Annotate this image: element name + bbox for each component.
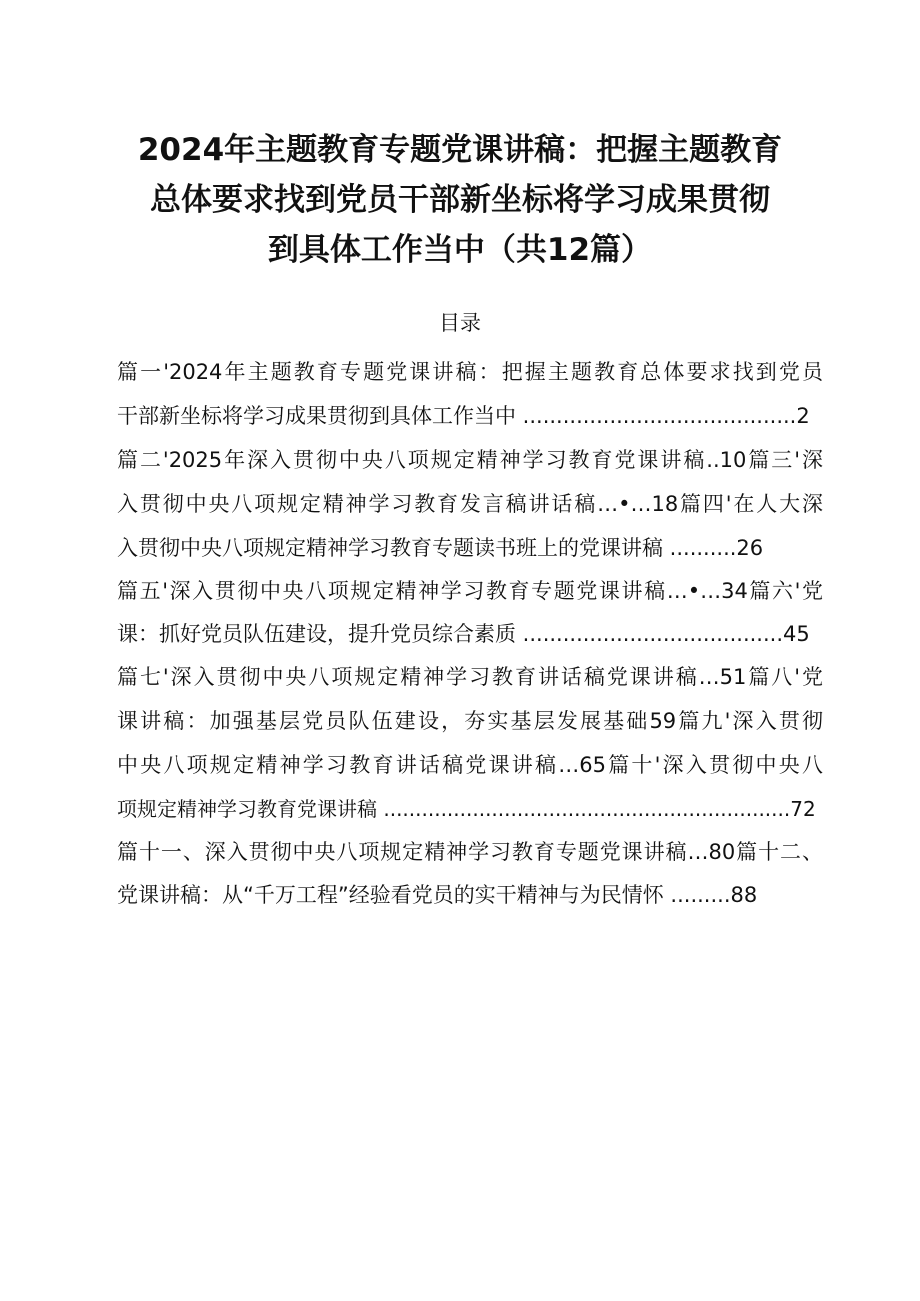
- toc-line: 入贯彻中央八项规定精神学习教育发言稿讲话稿…•…18篇四'在人大深: [117, 492, 823, 516]
- toc-line: 篇七'深入贯彻中央八项规定精神学习教育讲话稿党课讲稿…51篇八'党: [117, 665, 823, 689]
- document-title: [100, 125, 820, 275]
- toc-line: 篇五'深入贯彻中央八项规定精神学习教育专题党课讲稿…•…34篇六'党: [117, 579, 823, 603]
- toc-line: 篇二'2025年深入贯彻中央八项规定精神学习教育党课讲稿..10篇三'深: [117, 448, 823, 472]
- toc-line: 课：抓好党员队伍建设，提升党员综合素质 .......................................45: [117, 622, 810, 646]
- toc-line: 入贯彻中央八项规定精神学习教育专题读书班上的党课讲稿 ..........26: [117, 536, 764, 560]
- toc-line: 篇十一、深入贯彻中央八项规定精神学习教育专题党课讲稿…80篇十二、: [117, 840, 823, 864]
- toc-line: 中央八项规定精神学习教育讲话稿党课讲稿…65篇十'深入贯彻中央八: [117, 753, 823, 777]
- toc-line: 党课讲稿：从“千万工程”经验看党员的实干精神与为民情怀 .........88: [117, 883, 758, 907]
- toc-heading: 目录: [439, 311, 481, 335]
- title-line: 总体要求找到党员干部新坐标将学习成果贯彻: [150, 182, 770, 218]
- toc-line: 项规定精神学习教育党课讲稿 ................................................................72: [117, 797, 816, 821]
- toc-line: 干部新坐标将学习成果贯彻到具体工作当中 .........................................2: [117, 404, 810, 428]
- toc-line: 课讲稿：加强基层党员队伍建设，夯实基层发展基础59篇九'深入贯彻: [117, 709, 823, 733]
- toc-line: 篇一'2024年主题教育专题党课讲稿：把握主题教育总体要求找到党员: [117, 360, 823, 384]
- title-line: 到具体工作当中（共12篇）: [267, 232, 653, 268]
- title-line: 2024年主题教育专题党课讲稿：把握主题教育: [137, 132, 783, 168]
